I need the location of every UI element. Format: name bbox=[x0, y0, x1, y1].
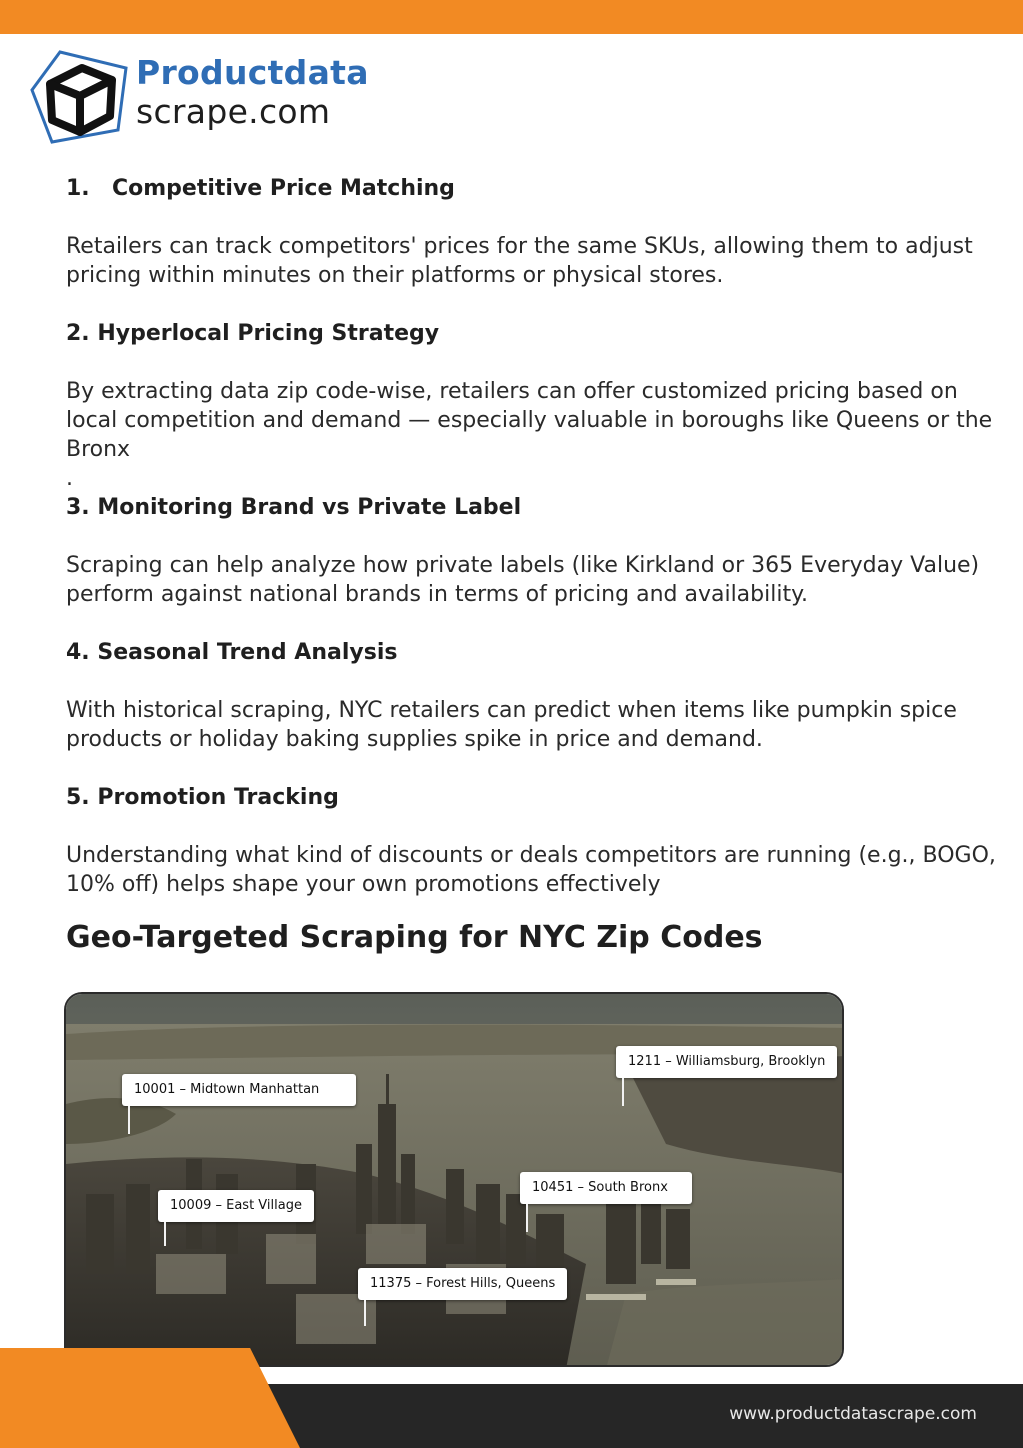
main-content bbox=[66, 174, 996, 899]
map-label-east-village: 10009 – East Village bbox=[158, 1190, 314, 1222]
map-label-forest-hills: 11375 – Forest Hills, Queens bbox=[358, 1268, 567, 1300]
section-3-title: Monitoring Brand vs Private Label bbox=[97, 495, 522, 520]
section-2-title: Hyperlocal Pricing Strategy bbox=[97, 321, 440, 346]
section-3-heading bbox=[66, 493, 996, 522]
map-label-williamsburg: 1211 – Williamsburg, Brooklyn bbox=[616, 1046, 837, 1078]
footer-accent-overlay bbox=[0, 1348, 1023, 1448]
geo-section-heading: Geo-Targeted Scraping for NYC Zip Codes bbox=[66, 920, 763, 955]
top-accent-bar bbox=[0, 0, 1023, 34]
map-pin-midtown bbox=[128, 1106, 130, 1134]
section-2-number: 2. bbox=[66, 321, 90, 346]
section-1-body: Retailers can track competitors' prices for the same SKUs, allowing them to adjust pricing within minutes on their platforms or physical stores. bbox=[66, 234, 973, 288]
footer-website-link[interactable]: www.productdatascrape.com bbox=[729, 1404, 977, 1424]
section-5-body: Understanding what kind of discounts or deals competitors are running (e.g., BOGO, 10% off) helps shape your own promotions effectively bbox=[66, 843, 996, 897]
section-5-title: Promotion Tracking bbox=[97, 785, 339, 810]
section-4-body: With historical scraping, NYC retailers can predict when items like pumpkin spice products or holiday baking supplies spike in price and demand. bbox=[66, 698, 957, 752]
section-1-heading bbox=[66, 174, 996, 203]
stray-period: . bbox=[66, 466, 73, 491]
map-pin-south-bronx bbox=[526, 1204, 528, 1232]
map-label-midtown: 10001 – Midtown Manhattan bbox=[122, 1074, 356, 1106]
brand-logo[interactable] bbox=[30, 50, 390, 145]
section-4-number: 4. bbox=[66, 640, 90, 665]
logo-wordmark-bottom: scrape.com bbox=[136, 92, 331, 131]
section-5-heading bbox=[66, 783, 996, 812]
section-5-number: 5. bbox=[66, 785, 90, 810]
section-3-body: Scraping can help analyze how private labels (like Kirkland or 365 Everyday Value) perform against national brands in terms of pricing and availability. bbox=[66, 553, 980, 607]
map-pin-east-village bbox=[164, 1222, 166, 1246]
section-3-number: 3. bbox=[66, 495, 90, 520]
section-2-body: By extracting data zip code-wise, retailers can offer customized pricing based on local competition and demand — especially valuable in boroughs like Queens or the Bronx bbox=[66, 379, 993, 462]
cube-logo-icon bbox=[30, 50, 130, 145]
logo-wordmark-top: Productdata bbox=[136, 53, 369, 92]
section-4-heading bbox=[66, 638, 996, 667]
section-1-title: Competitive Price Matching bbox=[112, 176, 455, 201]
map-pin-forest-hills bbox=[364, 1300, 366, 1326]
section-2-heading bbox=[66, 319, 996, 348]
section-4-title: Seasonal Trend Analysis bbox=[97, 640, 398, 665]
map-pin-williamsburg bbox=[622, 1078, 624, 1106]
nyc-aerial-photo bbox=[64, 992, 844, 1367]
map-label-south-bronx: 10451 – South Bronx bbox=[520, 1172, 692, 1204]
section-1-number: 1. bbox=[66, 176, 90, 201]
